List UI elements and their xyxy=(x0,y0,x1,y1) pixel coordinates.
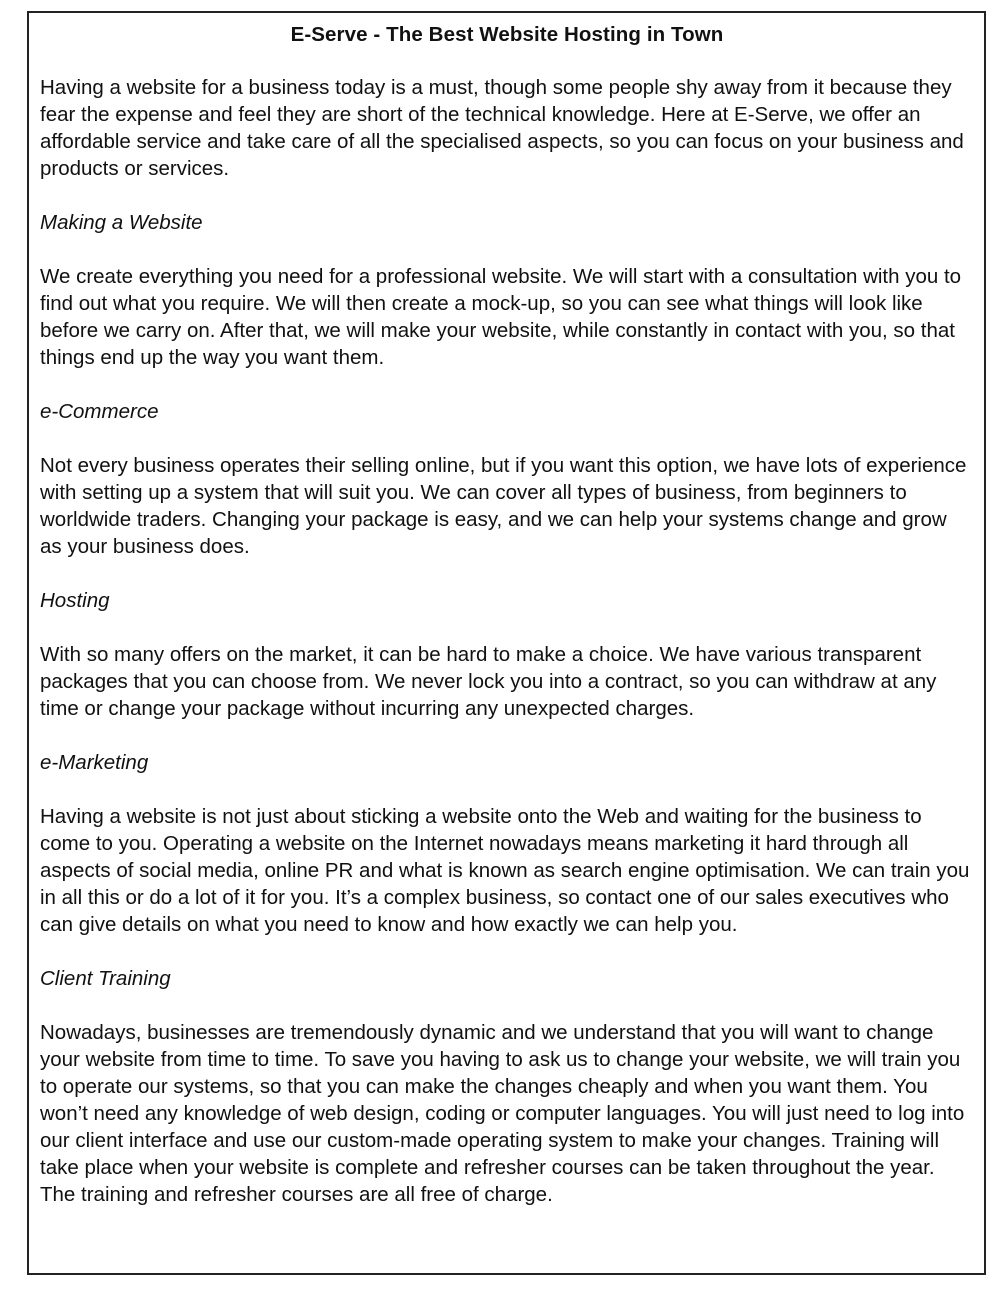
section-heading-making-a-website: Making a Website xyxy=(40,211,203,234)
intro-paragraph: Having a website for a business today is a must, though some people shy away from it because they fear the expense and feel they are short of the technical knowledge. Here at E-Serve, we offer an affordable service and take care of all the specialised aspects, so you can focus on your business and products or services. xyxy=(40,76,964,180)
section-heading-client-training: Client Training xyxy=(40,967,171,990)
section-body-making-a-website: We create everything you need for a professional website. We will start with a consultation with you to find out what you require. We will then create a mock-up, so you can see what things will look like before we carry on. After that, we will make your website, while constantly in contact with you, so that things end up the way you want them. xyxy=(40,265,962,369)
section-body-e-marketing: Having a website is not just about sticking a website onto the Web and waiting for the business to come to you. Operating a website on the Internet nowadays means marketing it hard through all aspects of social media, online PR and what is known as search engine optimisation. We can train you in all this or do a lot of it for you. It’s a complex business, so contact one of our sales executives who can give details on what you need to know and how exactly we can help you. xyxy=(40,805,970,936)
section-heading-e-marketing: e-Marketing xyxy=(40,751,149,774)
section-heading-hosting: Hosting xyxy=(40,589,110,612)
document-title: E-Serve - The Best Website Hosting in Town xyxy=(290,23,724,46)
section-heading-e-commerce: e-Commerce xyxy=(40,400,159,423)
section-body-client-training: Nowadays, businesses are tremendously dynamic and we understand that you will want to change your website from time to time. To save you having to ask us to change your website, we will train you to operate our systems, so that you can make the changes cheaply and when you want them. You won’t need any knowledge of web design, coding or computer languages. You will just need to log into our client interface and use our custom-made operating system to make your changes. Training will take place when your website is complete and refresher courses can be taken throughout the year. The training and refresher courses are all free of charge. xyxy=(40,1021,965,1206)
section-body-hosting: With so many offers on the market, it can be hard to make a choice. We have various transparent packages that you can choose from. We never lock you into a contract, so you can withdraw at any time or change your package without incurring any unexpected charges. xyxy=(40,643,937,720)
document-frame xyxy=(27,11,986,1275)
section-body-e-commerce: Not every business operates their selling online, but if you want this option, we have lots of experience with setting up a system that will suit you. We can cover all types of business, from beginners to worldwide traders. Changing your package is easy, and we can help your systems change and grow as your business does. xyxy=(40,454,967,558)
